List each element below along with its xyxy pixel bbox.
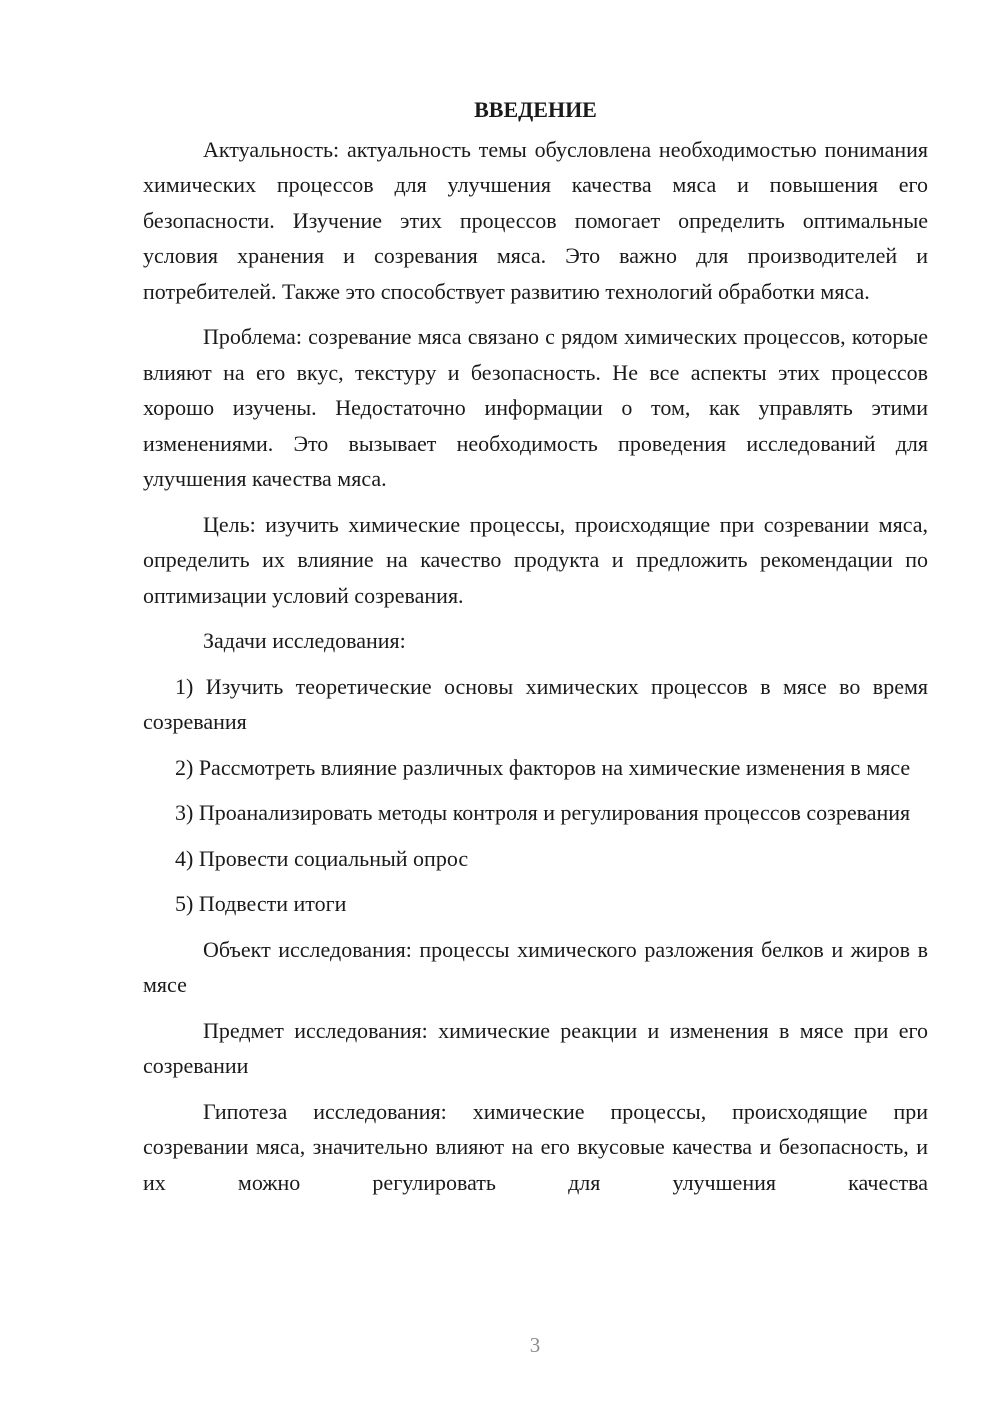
paragraph-object: Объект исследования: процессы химического разложения белков и жиров в мясе bbox=[143, 936, 928, 997]
paragraph-subject: Предмет исследования: химические реакции и изменения в мясе при его созревании bbox=[143, 1017, 928, 1078]
paragraph-problem: Проблема: созревание мяса связано с рядом химических процессов, которые влияют на его вкус, текстуру и безопасность. Не все аспекты этих процессов хорошо изучены. Недостаточно информации о том, как управлять этими изменениями. Это вызывает необходимость проведения исследований для улучшения качества мяса. bbox=[143, 324, 928, 491]
paragraph-relevance: Актуальность: актуальность темы обусловлена необходимостью понимания химических процессов для улучшения качества мяса и повышения его безопасности. Изучение этих процессов помогает определить оптимальные условия хранения и созревания мяса. Это важно для производителей и потребителей. Также это способствует развитию технологий обработки мяса. bbox=[143, 136, 928, 304]
paragraph-hypothesis: Гипотеза исследования: химические процессы, происходящие при созревании мяса, значительно влияют на его вкусовые качества и безопасность, и их можно регулировать для улучшения качества bbox=[143, 1098, 928, 1195]
page-number: 3 bbox=[529, 1333, 541, 1357]
task-item-3: 3) Проанализировать методы контроля и регулирования процессов созревания bbox=[175, 800, 911, 825]
task-item-5: 5) Подвести итоги bbox=[175, 891, 347, 916]
paragraph-tasks-heading: Задачи исследования: bbox=[203, 628, 406, 653]
task-item-2: 2) Рассмотреть влияние различных факторов на химические изменения в мясе bbox=[175, 754, 911, 780]
paragraph-goal: Цель: изучить химические процессы, происходящие при созревании мяса, определить их влияние на качество продукта и предложить рекомендации по оптимизации условий созревания. bbox=[143, 511, 928, 608]
task-item-4: 4) Провести социальный опрос bbox=[175, 845, 469, 871]
page-title: ВВЕДЕНИЕ bbox=[474, 97, 597, 122]
document-page bbox=[143, 92, 928, 1210]
task-item-1: 1) Изучить теоретические основы химических процессов в мясе во время созревания bbox=[143, 673, 928, 734]
